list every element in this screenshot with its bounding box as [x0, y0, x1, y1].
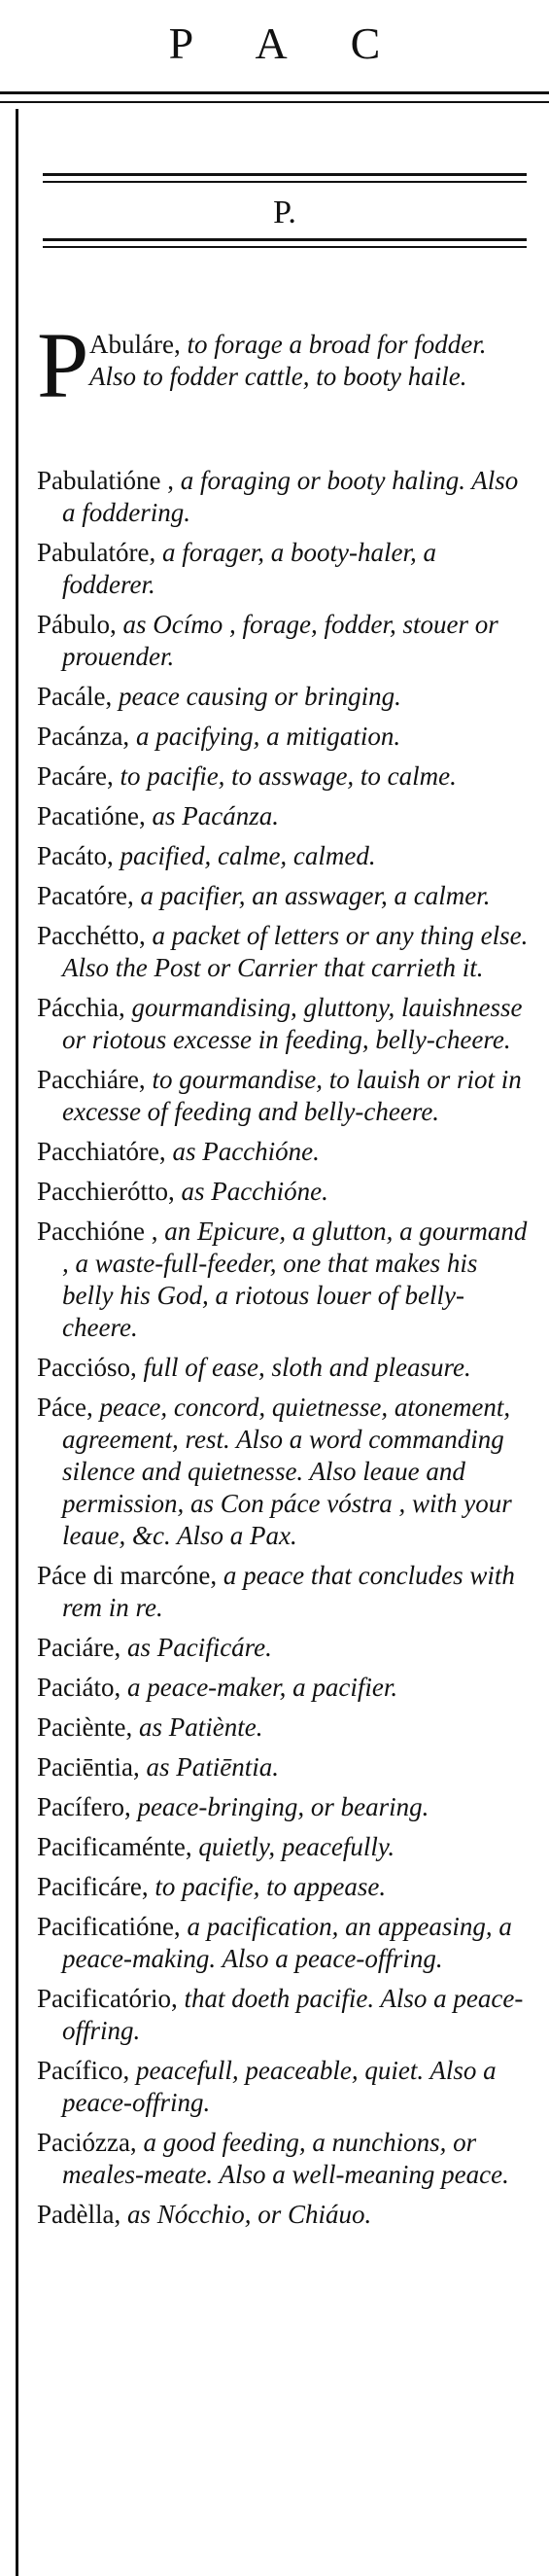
section-rule-bottom [43, 238, 527, 241]
definition: a good feeding, a nunchions, or meales-meate. Also a well-meaning peace. [62, 2128, 509, 2189]
headword: Pabulatóre, [37, 538, 156, 567]
dictionary-entry [37, 1751, 532, 1783]
dictionary-entry [37, 1983, 532, 2047]
header-rule-thin [0, 101, 549, 103]
headword: Paciēntia, [37, 1752, 140, 1782]
headword: Pacatóre, [37, 881, 134, 910]
dictionary-entry [37, 1911, 532, 1975]
column-rule [16, 109, 18, 2576]
dictionary-entry [37, 1392, 532, 1552]
section-letter: P. [273, 194, 296, 230]
dictionary-entry [37, 760, 532, 793]
definition: a peace that concludes with rem in re. [62, 1561, 515, 1622]
definition: as Patiènte. [132, 1712, 263, 1742]
definition: to forage a broad for fodder. Also to fodder cattle, to booty haile. [89, 330, 487, 391]
dictionary-entry [37, 1791, 532, 1823]
dictionary-entry [37, 880, 532, 912]
headword: Pacchióne , [37, 1217, 158, 1246]
headword: Paciáto, [37, 1673, 121, 1702]
section-rule-top [43, 173, 527, 176]
definition: as Pacánza. [145, 801, 279, 830]
headword: Pacáto, [37, 841, 114, 870]
definition: a foraging or booty haling. Also a foddering. [62, 466, 519, 527]
headword: Pacchiatóre, [37, 1137, 166, 1166]
definition: a forager, a booty-haler, a fodderer. [62, 538, 436, 599]
header-rule [0, 91, 549, 94]
headword: Pacificatióne, [37, 1912, 181, 1941]
definition: peace causing or bringing. [112, 682, 401, 711]
dictionary-entry [37, 537, 532, 601]
definition: as Pacchióne. [165, 1137, 320, 1166]
headword: Pacále, [37, 682, 113, 711]
definition: a pacification, an appeasing, a peace-making. Also a peace-offring. [62, 1912, 512, 1973]
dictionary-entry [37, 1064, 532, 1128]
definition: gourmandising, gluttony, lauishnesse or riotous excesse in feeding, belly-cheere. [62, 993, 523, 1054]
definition: a peace-maker, a pacifier. [120, 1673, 398, 1702]
dictionary-entry [37, 2055, 532, 2119]
headword: Pacchétto, [37, 921, 146, 950]
running-head: P A C [168, 18, 408, 68]
headword: Páce, [37, 1393, 93, 1422]
dictionary-entry [37, 840, 532, 872]
definition: to pacifie, to asswage, to calme. [113, 761, 457, 791]
headword: Padèlla, [37, 2200, 121, 2229]
dictionary-entry [37, 1216, 532, 1344]
dictionary-entry [37, 2199, 532, 2231]
definition: as Ocímo , forage, fodder, stouer or prouender. [62, 610, 498, 671]
definition: peacefull, peaceable, quiet. Also a peace-offring. [62, 2056, 497, 2117]
definition: quietly, peacefully. [191, 1832, 395, 1861]
definition: as Nócchio, or Chiáuo. [120, 2200, 372, 2229]
definition: that doeth pacifie. Also a peace-offring. [62, 1984, 524, 2045]
headword: Pacífero, [37, 1792, 131, 1821]
headword: Pabulatióne , [37, 466, 174, 495]
definition: full of ease, sloth and pleasure. [136, 1353, 471, 1382]
dictionary-entry [37, 992, 532, 1056]
dictionary-entry [37, 1831, 532, 1863]
definition: to pacifie, to appease. [148, 1872, 387, 1901]
dictionary-entry [37, 1632, 532, 1664]
headword: Pacificáre, [37, 1872, 149, 1901]
dictionary-entry [37, 681, 532, 713]
drop-cap: P [37, 313, 89, 417]
dictionary-entry [37, 1711, 532, 1744]
dictionary-entries [37, 313, 532, 2239]
headword: Paciáre, [37, 1633, 121, 1662]
headword: Pacífico, [37, 2056, 130, 2085]
headword: Paciènte, [37, 1712, 133, 1742]
definition: peace-bringing, or bearing. [130, 1792, 429, 1821]
headword: Pacatióne, [37, 801, 146, 830]
definition: peace, concord, quietnesse, atonement, agreement, rest. Also a word commanding silence and quietnesse. Also leaue and permission, as Con páce vóstra , with your leaue, &c. Also a Pax. [62, 1393, 512, 1550]
dictionary-entry [37, 1352, 532, 1384]
dictionary-entry [37, 920, 532, 984]
section-rule-bottom-thin [43, 246, 527, 248]
headword: Pácchia, [37, 993, 125, 1022]
headword: Abuláre, [89, 330, 181, 359]
definition: a pacifying, a mitigation. [129, 722, 401, 751]
headword: Pábulo, [37, 610, 117, 639]
definition: pacified, calme, calmed. [113, 841, 376, 870]
dictionary-entry [37, 721, 532, 753]
definition: a pacifier, an asswager, a calmer. [133, 881, 491, 910]
definition: to gourmandise, to lauish or riot in excesse of feeding and belly-cheere. [62, 1065, 522, 1126]
dictionary-entry [37, 609, 532, 673]
dictionary-entry [37, 2127, 532, 2191]
headword: Pacánza, [37, 722, 130, 751]
headword: Paciózza, [37, 2128, 137, 2157]
headword: Páce di marcóne, [37, 1561, 218, 1590]
dictionary-entry [37, 1560, 532, 1624]
definition: as Patiēntia. [139, 1752, 279, 1782]
headword: Pacificaménte, [37, 1832, 192, 1861]
dictionary-entry [37, 1672, 532, 1704]
dictionary-entry [37, 465, 532, 529]
headword: Paccióso, [37, 1353, 137, 1382]
headword: Pacchierótto, [37, 1177, 175, 1206]
dictionary-entry [37, 1136, 532, 1168]
definition: as Pacchióne. [174, 1177, 328, 1206]
definition: as Pacificáre. [120, 1633, 272, 1662]
dictionary-entry [37, 1871, 532, 1903]
headword: Pacificatório, [37, 1984, 178, 2013]
headword: Pacáre, [37, 761, 114, 791]
dictionary-entry [37, 313, 532, 457]
definition: an Epicure, a glutton, a gourmand , a waste-full-feeder, one that makes his belly his God, a riotous louer of belly-cheere. [62, 1217, 528, 1342]
dictionary-entry [37, 800, 532, 832]
definition: a packet of letters or any thing else. Also the Post or Carrier that carrieth it. [62, 921, 529, 982]
section-rule-top-thin [43, 181, 527, 183]
dictionary-entry [37, 1176, 532, 1208]
headword: Pacchiáre, [37, 1065, 146, 1094]
